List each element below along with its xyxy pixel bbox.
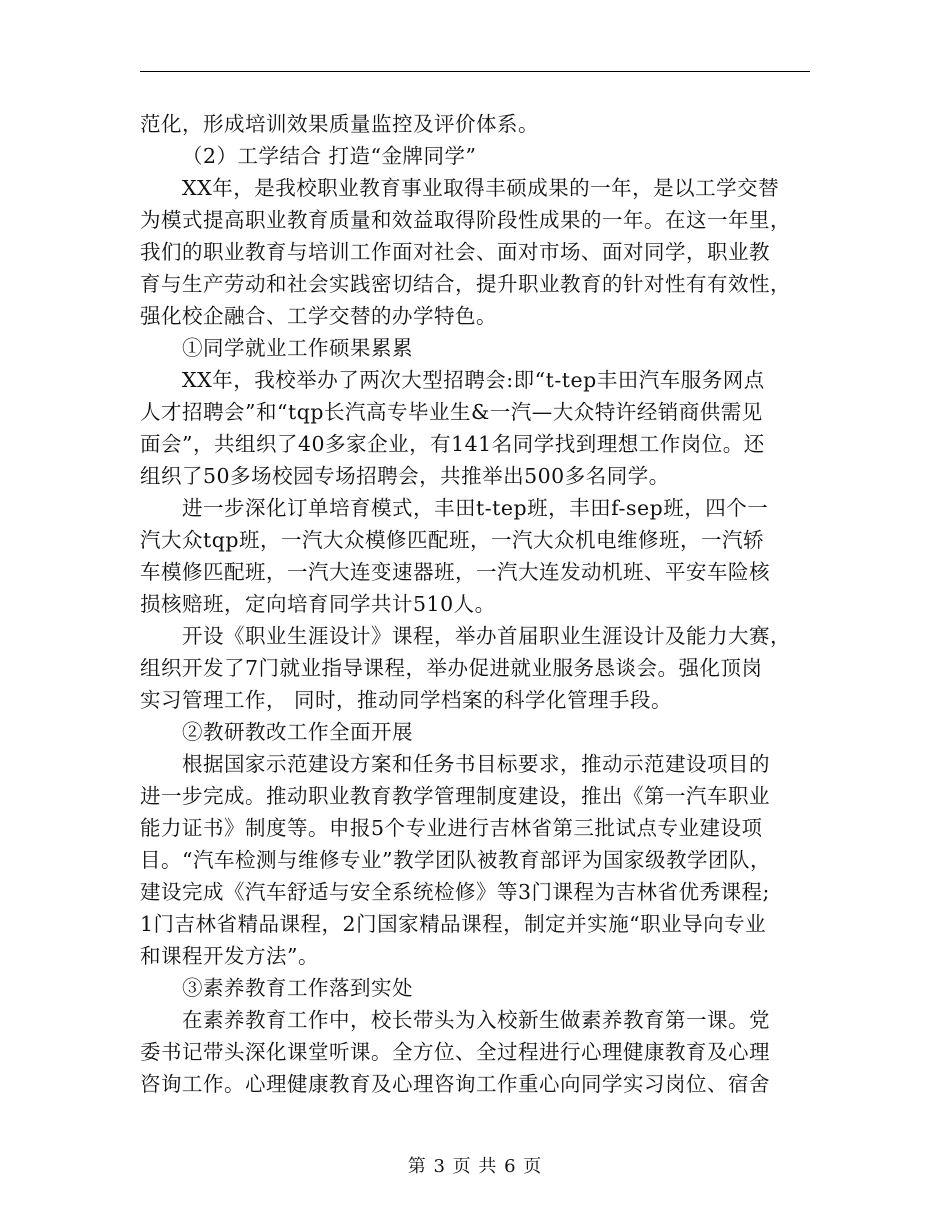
subsection-heading: ①同学就业工作硕果累累 bbox=[182, 336, 413, 360]
subsection-heading: ③素养教育工作落到实处 bbox=[182, 976, 413, 1000]
text-line: 建设完成《汽车舒适与安全系统检修》等3门课程为吉林省优秀课程; bbox=[140, 880, 770, 904]
text-line: 能力证书》制度等。申报5个专业进行吉林省第三批试点专业建设项 bbox=[140, 816, 763, 840]
text-line: 面会”，共组织了40多家企业，有141名同学找到理想工作岗位。还 bbox=[140, 432, 765, 456]
text-line: 组织了50多场校园专场招聘会，共推举出500多名同学。 bbox=[140, 464, 670, 488]
text-line: 汽大众tqp班，一汽大众模修匹配班，一汽大众机电维修班，一汽轿 bbox=[140, 528, 764, 552]
paragraph-start: 根据国家示范建设方案和任务书目标要求，推动示范建设项目的 bbox=[182, 752, 770, 776]
paragraph-start: 开设《职业生涯设计》课程，举办首届职业生涯设计及能力大赛， bbox=[182, 624, 791, 648]
text-line: 组织开发了7门就业指导课程，举办促进就业服务恳谈会。强化顶岗 bbox=[140, 656, 763, 680]
paragraph-start: 进一步深化订单培育模式，丰田t-tep班，丰田f-sep班，四个一 bbox=[182, 496, 769, 520]
text-line: 委书记带头深化课堂听课。全方位、全过程进行心理健康教育及心理 bbox=[140, 1040, 770, 1064]
subsection-heading: ②教研教改工作全面开展 bbox=[182, 720, 413, 744]
text-line: 1门吉林省精品课程，2门国家精品课程，制定并实施“职业导向专业 bbox=[140, 912, 767, 936]
page-number-footer: 第 3 页 共 6 页 bbox=[407, 1156, 543, 1177]
body-text bbox=[140, 108, 812, 1100]
text-line: 我们的职业教育与培训工作面对社会、面对市场、面对同学，职业教 bbox=[140, 240, 770, 264]
text-line: 人才招聘会”和“tqp长汽高专毕业生&一汽—大众特许经销商供需见 bbox=[140, 400, 763, 424]
text-line: 咨询工作。心理健康教育及心理咨询工作重心向同学实习岗位、宿舍 bbox=[140, 1072, 770, 1096]
text-line: 范化，形成培训效果质量监控及评价体系。 bbox=[140, 112, 539, 136]
text-line: 育与生产劳动和社会实践密切结合，提升职业教育的针对性有有效性， bbox=[140, 272, 791, 296]
text-line: 车模修匹配班，一汽大连变速器班，一汽大连发动机班、平安车险核 bbox=[140, 560, 770, 584]
paragraph-start: 在素养教育工作中，校长带头为入校新生做素养教育第一课。党 bbox=[182, 1008, 770, 1032]
section-heading: （2）工学结合 打造“金牌同学” bbox=[182, 144, 477, 168]
text-line: 目。“汽车检测与维修专业”教学团队被教育部评为国家级教学团队， bbox=[140, 848, 771, 872]
text-line: 进一步完成。推动职业教育教学管理制度建设，推出《第一汽车职业 bbox=[140, 784, 770, 808]
text-line: 为模式提高职业教育质量和效益取得阶段性成果的一年。在这一年里， bbox=[140, 208, 791, 232]
text-line: 实习管理工作， 同时，推动同学档案的科学化管理手段。 bbox=[140, 688, 673, 712]
text-line: 和课程开发方法”。 bbox=[140, 944, 319, 968]
text-line: 强化校企融合、工学交替的办学特色。 bbox=[140, 304, 497, 328]
paragraph-start: XX年，是我校职业教育事业取得丰硕成果的一年，是以工学交替 bbox=[182, 176, 780, 200]
header-rule bbox=[140, 71, 810, 72]
text-line: 损核赔班，定向培育同学共计510人。 bbox=[140, 592, 496, 616]
paragraph-start: XX年，我校举办了两次大型招聘会:即“t-tep丰田汽车服务网点 bbox=[182, 368, 765, 392]
